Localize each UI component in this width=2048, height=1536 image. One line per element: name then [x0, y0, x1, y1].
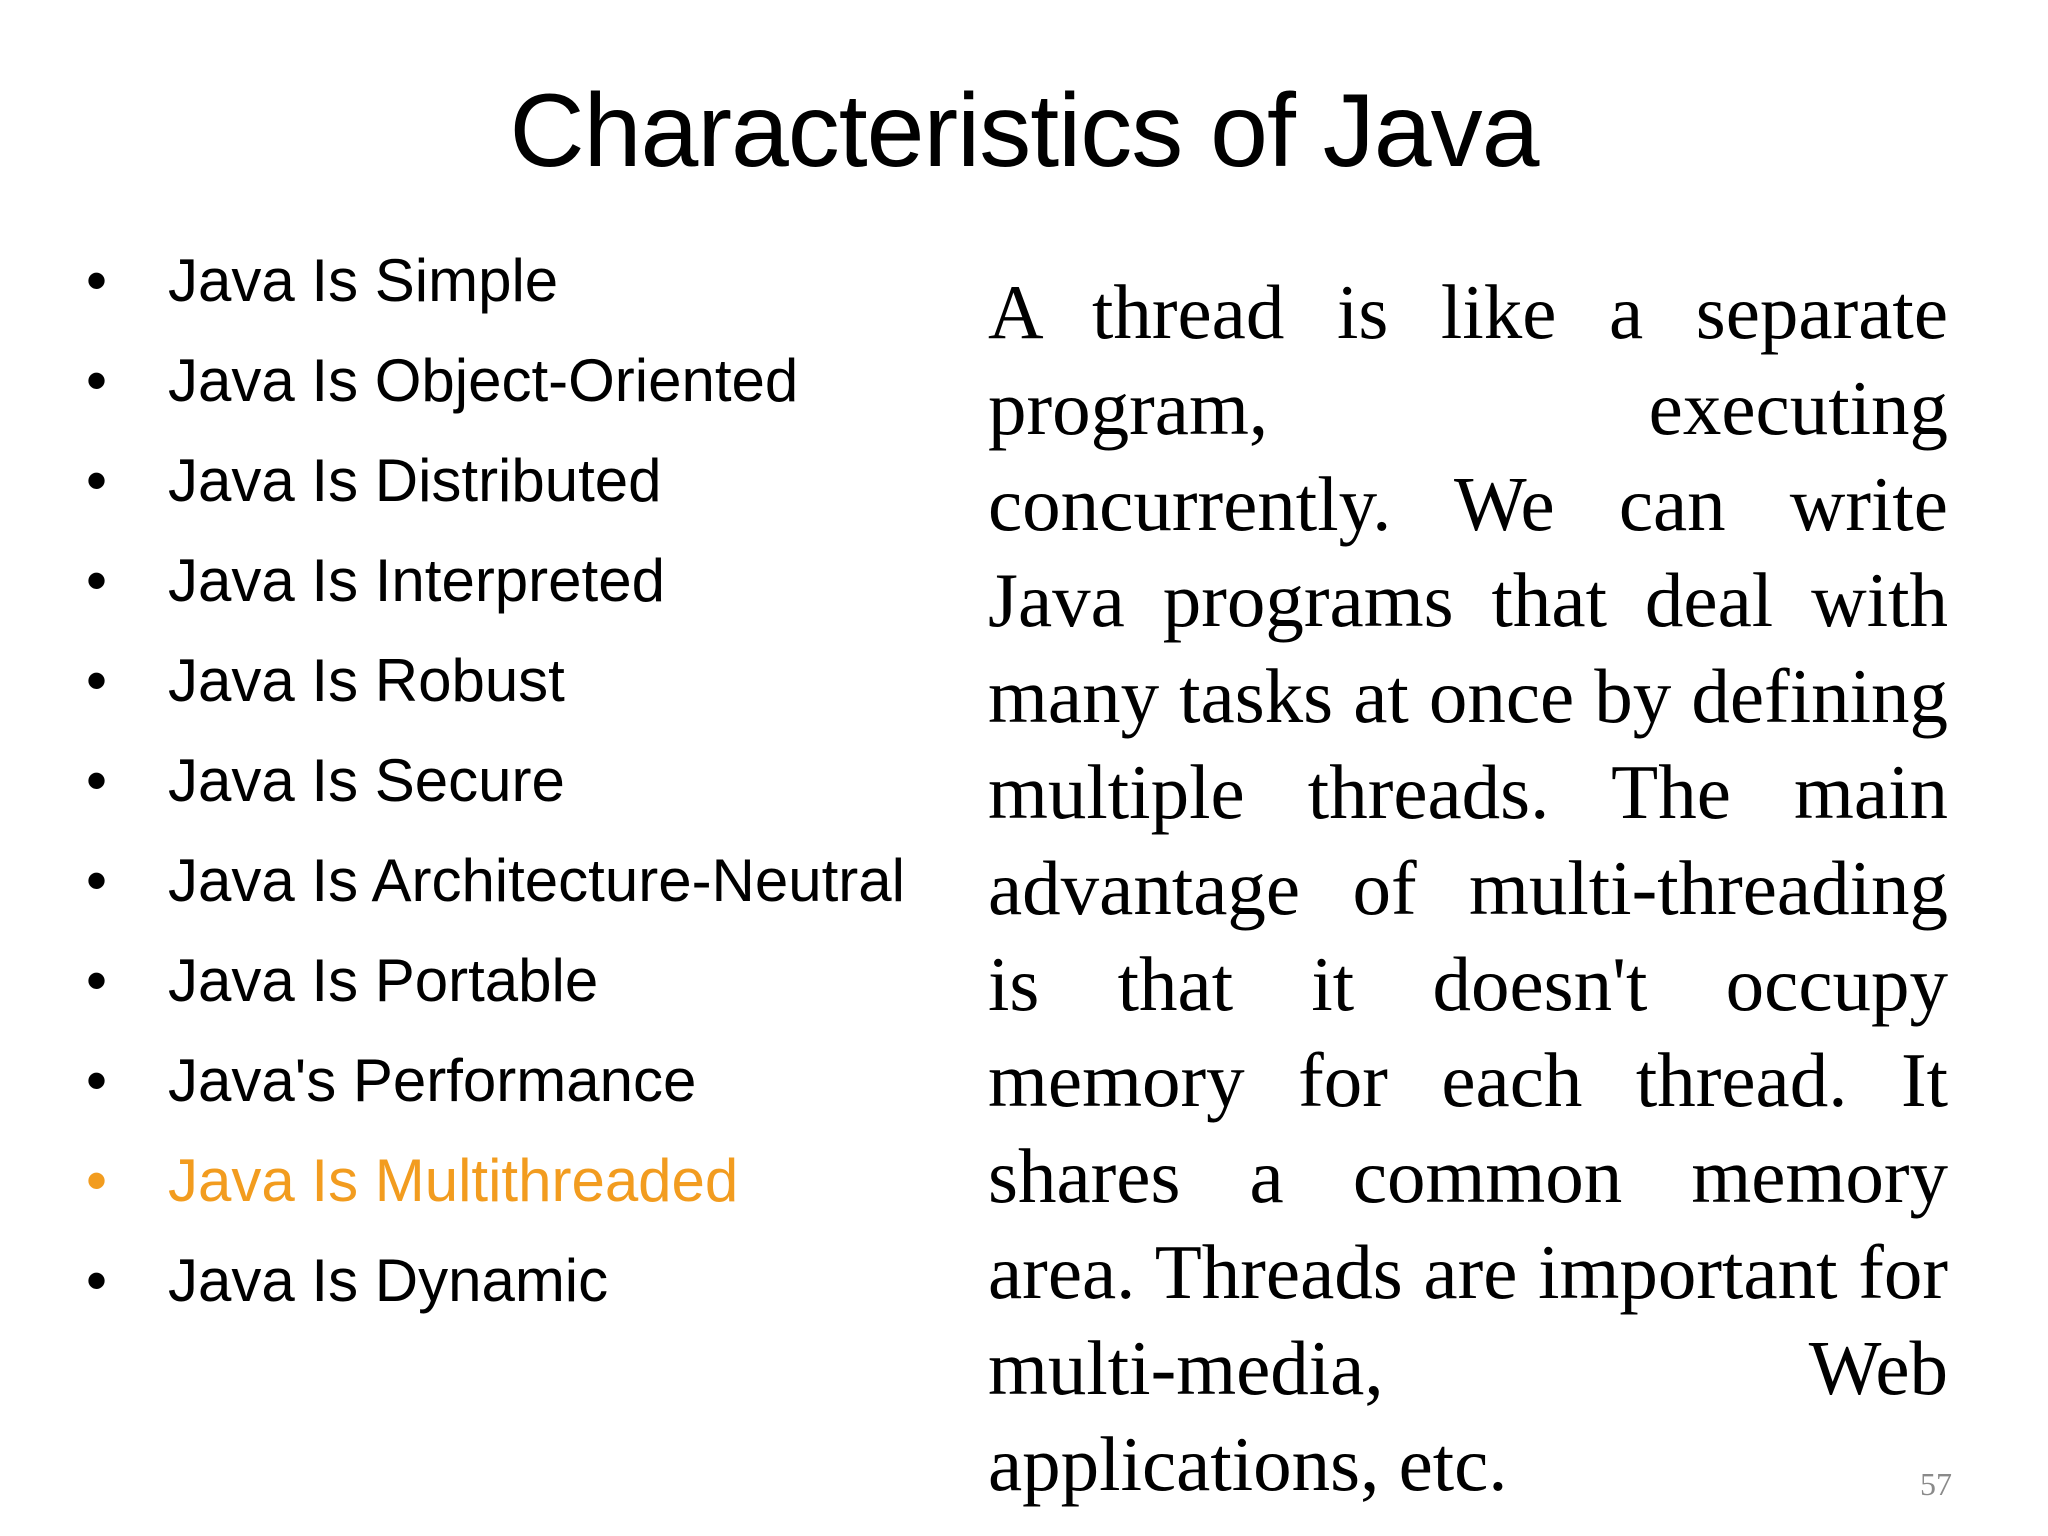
bullet-label: Java Is Interpreted — [168, 547, 665, 614]
bullet-item-architecture-neutral — [86, 844, 966, 944]
bullet-list — [86, 244, 966, 1344]
bullet-label: Java's Performance — [168, 1047, 697, 1114]
bullet-icon: • — [86, 747, 108, 814]
bullet-item-distributed — [86, 444, 966, 544]
bullet-icon: • — [86, 647, 108, 714]
bullet-label: Java Is Distributed — [168, 447, 662, 514]
bullet-label: Java Is Dynamic — [168, 1247, 609, 1314]
bullet-label: Java Is Portable — [168, 947, 599, 1014]
bullet-item-simple — [86, 244, 966, 344]
bullet-icon: • — [86, 247, 108, 314]
bullet-label: Java Is Object-Oriented — [168, 347, 799, 414]
bullet-label: Java Is Secure — [168, 747, 565, 814]
bullet-item-multithreaded — [86, 1144, 966, 1244]
bullet-item-secure — [86, 744, 966, 844]
bullet-item-interpreted — [86, 544, 966, 644]
bullet-item-object-oriented — [86, 344, 966, 444]
bullet-icon: • — [86, 1047, 108, 1114]
slide-title: Characteristics of Java — [509, 73, 1539, 189]
bullet-icon: • — [86, 447, 108, 514]
bullet-icon: • — [86, 1147, 108, 1214]
bullet-label: Java Is Architecture-Neutral — [168, 847, 905, 914]
bullet-label: Java Is Robust — [168, 647, 565, 714]
bullet-icon: • — [86, 547, 108, 614]
bullet-icon: • — [86, 947, 108, 1014]
bullet-label: Java Is Multithreaded — [168, 1147, 739, 1214]
bullet-label: Java Is Simple — [168, 247, 559, 314]
bullet-icon: • — [86, 347, 108, 414]
bullet-item-portable — [86, 944, 966, 1044]
bullet-item-performance — [86, 1044, 966, 1144]
page-number: 57 — [1920, 1466, 1952, 1502]
bullet-item-dynamic — [86, 1244, 966, 1344]
bullet-item-robust — [86, 644, 966, 744]
bullet-icon: • — [86, 1247, 108, 1314]
thread-description: A thread is like a separate program, executing concurrently. We can write Java programs that deal with many tasks at once by defining multiple threads. The main advantage of multi-threading is that it doesn't occupy memory for each thread. It shares a common memory area. Threads are important for multi-media, Web applications, etc. — [988, 269, 1948, 1507]
bullet-icon: • — [86, 847, 108, 914]
